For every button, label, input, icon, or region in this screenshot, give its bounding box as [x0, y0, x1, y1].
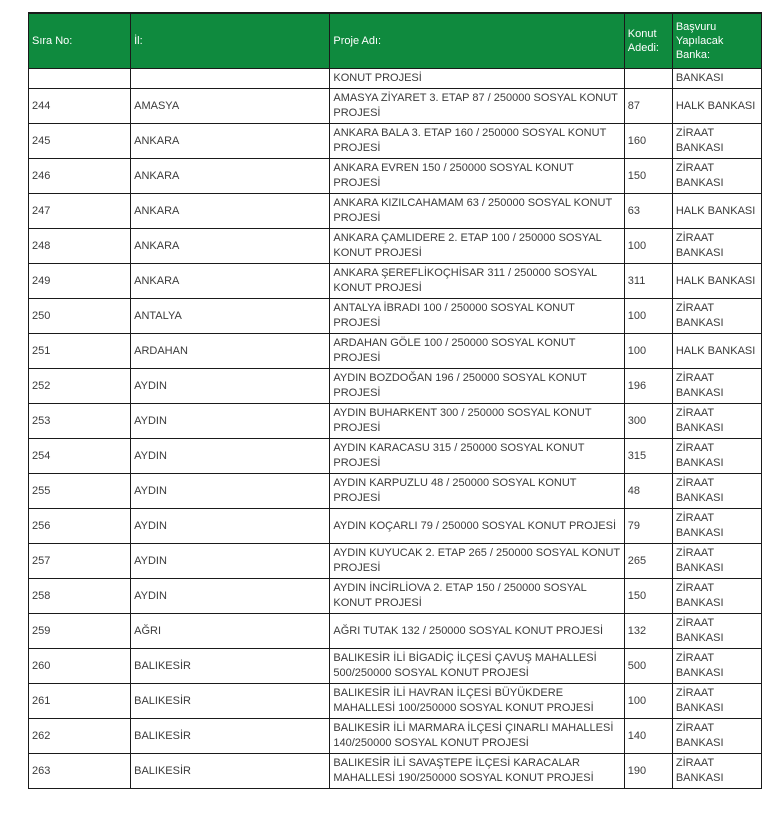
- cell-sira-no: 257: [29, 544, 131, 579]
- col-header-sira-no: Sıra No:: [29, 13, 131, 69]
- table-row: [29, 264, 762, 299]
- table-row: [29, 509, 762, 544]
- cell-il: ANKARA: [131, 124, 330, 159]
- cell-konut-adedi: 150: [624, 159, 672, 194]
- cell-banka: ZİRAAT BANKASI: [672, 614, 761, 649]
- cell-konut-adedi: 311: [624, 264, 672, 299]
- cell-konut-adedi: 300: [624, 404, 672, 439]
- cell-banka: ZİRAAT BANKASI: [672, 474, 761, 509]
- cell-banka: HALK BANKASI: [672, 89, 761, 124]
- cell-konut-adedi: 79: [624, 509, 672, 544]
- table-row: [29, 614, 762, 649]
- cell-konut-adedi: 500: [624, 649, 672, 684]
- table-row: [29, 299, 762, 334]
- cell-konut-adedi: 100: [624, 299, 672, 334]
- cell-sira-no: 259: [29, 614, 131, 649]
- cell-banka: ZİRAAT BANKASI: [672, 229, 761, 264]
- table-row: [29, 684, 762, 719]
- cell-il: ANKARA: [131, 229, 330, 264]
- cell-proje-adi: AYDIN KARACASU 315 / 250000 SOSYAL KONUT PROJESİ: [330, 439, 624, 474]
- cell-banka: ZİRAAT BANKASI: [672, 124, 761, 159]
- cell-il: BALIKESİR: [131, 754, 330, 789]
- cell-konut-adedi: 265: [624, 544, 672, 579]
- cell-konut-adedi: 196: [624, 369, 672, 404]
- header-row: [29, 13, 762, 69]
- cell-konut-adedi: 87: [624, 89, 672, 124]
- cell-proje-adi: AYDIN BUHARKENT 300 / 250000 SOSYAL KONUT PROJESİ: [330, 404, 624, 439]
- cell-banka: ZİRAAT BANKASI: [672, 439, 761, 474]
- cell-konut-adedi: 150: [624, 579, 672, 614]
- housing-projects-table-wrap: [28, 12, 762, 789]
- table-row: [29, 69, 762, 89]
- cell-banka: ZİRAAT BANKASI: [672, 684, 761, 719]
- cell-il: AYDIN: [131, 544, 330, 579]
- cell-sira-no: 245: [29, 124, 131, 159]
- cell-proje-adi: AYDIN KUYUCAK 2. ETAP 265 / 250000 SOSYAL KONUT PROJESİ: [330, 544, 624, 579]
- cell-proje-adi: ANKARA BALA 3. ETAP 160 / 250000 SOSYAL KONUT PROJESİ: [330, 124, 624, 159]
- cell-il: AYDIN: [131, 474, 330, 509]
- cell-il: AYDIN: [131, 579, 330, 614]
- cell-il: [131, 69, 330, 89]
- table-header: [29, 13, 762, 69]
- cell-sira-no: 258: [29, 579, 131, 614]
- cell-konut-adedi: 190: [624, 754, 672, 789]
- table-row: [29, 334, 762, 369]
- cell-proje-adi: KONUT PROJESİ: [330, 69, 624, 89]
- cell-banka: ZİRAAT BANKASI: [672, 404, 761, 439]
- cell-il: BALIKESİR: [131, 649, 330, 684]
- cell-sira-no: 246: [29, 159, 131, 194]
- cell-sira-no: 262: [29, 719, 131, 754]
- cell-il: ANKARA: [131, 159, 330, 194]
- table-row: [29, 229, 762, 264]
- cell-proje-adi: AĞRI TUTAK 132 / 250000 SOSYAL KONUT PROJESİ: [330, 614, 624, 649]
- cell-konut-adedi: 48: [624, 474, 672, 509]
- table-row: [29, 649, 762, 684]
- col-header-proje-adi: Proje Adı:: [330, 13, 624, 69]
- cell-proje-adi: BALIKESİR İLİ HAVRAN İLÇESİ BÜYÜKDERE MAHALLESİ 100/250000 SOSYAL KONUT PROJESİ: [330, 684, 624, 719]
- cell-konut-adedi: 160: [624, 124, 672, 159]
- cell-proje-adi: BALIKESİR İLİ MARMARA İLÇESİ ÇINARLI MAHALLESİ 140/250000 SOSYAL KONUT PROJESİ: [330, 719, 624, 754]
- cell-konut-adedi: 140: [624, 719, 672, 754]
- cell-banka: ZİRAAT BANKASI: [672, 544, 761, 579]
- table-row: [29, 579, 762, 614]
- cell-proje-adi: AMASYA ZİYARET 3. ETAP 87 / 250000 SOSYAL KONUT PROJESİ: [330, 89, 624, 124]
- table-row: [29, 159, 762, 194]
- cell-il: BALIKESİR: [131, 684, 330, 719]
- table-row: [29, 754, 762, 789]
- housing-projects-table: [28, 12, 762, 789]
- cell-sira-no: 247: [29, 194, 131, 229]
- cell-banka: ZİRAAT BANKASI: [672, 299, 761, 334]
- cell-proje-adi: AYDIN BOZDOĞAN 196 / 250000 SOSYAL KONUT PROJESİ: [330, 369, 624, 404]
- cell-banka: ZİRAAT BANKASI: [672, 579, 761, 614]
- cell-proje-adi: BALIKESİR İLİ BİGADİÇ İLÇESİ ÇAVUŞ MAHALLESİ 500/250000 SOSYAL KONUT PROJESİ: [330, 649, 624, 684]
- cell-konut-adedi: 100: [624, 684, 672, 719]
- cell-konut-adedi: 132: [624, 614, 672, 649]
- table-body: [29, 69, 762, 789]
- cell-banka: HALK BANKASI: [672, 334, 761, 369]
- cell-il: AYDIN: [131, 404, 330, 439]
- cell-sira-no: 256: [29, 509, 131, 544]
- cell-sira-no: 250: [29, 299, 131, 334]
- cell-banka: HALK BANKASI: [672, 194, 761, 229]
- table-row: [29, 369, 762, 404]
- cell-sira-no: 260: [29, 649, 131, 684]
- cell-il: AMASYA: [131, 89, 330, 124]
- cell-konut-adedi: 315: [624, 439, 672, 474]
- table-row: [29, 719, 762, 754]
- cell-il: AYDIN: [131, 509, 330, 544]
- cell-sira-no: 261: [29, 684, 131, 719]
- cell-sira-no: 255: [29, 474, 131, 509]
- cell-proje-adi: BALIKESİR İLİ SAVAŞTEPE İLÇESİ KARACALAR MAHALLESİ 190/250000 SOSYAL KONUT PROJESİ: [330, 754, 624, 789]
- cell-konut-adedi: 100: [624, 334, 672, 369]
- cell-il: ANTALYA: [131, 299, 330, 334]
- cell-sira-no: 244: [29, 89, 131, 124]
- cell-il: AYDIN: [131, 369, 330, 404]
- cell-proje-adi: ANKARA ŞEREFLİKOÇHİSAR 311 / 250000 SOSYAL KONUT PROJESİ: [330, 264, 624, 299]
- cell-banka: ZİRAAT BANKASI: [672, 754, 761, 789]
- cell-proje-adi: AYDIN KARPUZLU 48 / 250000 SOSYAL KONUT PROJESİ: [330, 474, 624, 509]
- cell-banka: ZİRAAT BANKASI: [672, 649, 761, 684]
- cell-proje-adi: AYDIN KOÇARLI 79 / 250000 SOSYAL KONUT PROJESİ: [330, 509, 624, 544]
- cell-banka: ZİRAAT BANKASI: [672, 159, 761, 194]
- table-row: [29, 89, 762, 124]
- cell-proje-adi: ANKARA KIZILCAHAMAM 63 / 250000 SOSYAL KONUT PROJESİ: [330, 194, 624, 229]
- col-header-il: İl:: [131, 13, 330, 69]
- col-header-konut-adedi: Konut Adedi:: [624, 13, 672, 69]
- table-row: [29, 544, 762, 579]
- cell-proje-adi: ANKARA EVREN 150 / 250000 SOSYAL KONUT PROJESİ: [330, 159, 624, 194]
- cell-konut-adedi: 100: [624, 229, 672, 264]
- cell-il: AYDIN: [131, 439, 330, 474]
- cell-sira-no: 251: [29, 334, 131, 369]
- cell-sira-no: 252: [29, 369, 131, 404]
- cell-il: ARDAHAN: [131, 334, 330, 369]
- cell-sira-no: 248: [29, 229, 131, 264]
- table-row: [29, 124, 762, 159]
- cell-sira-no: 254: [29, 439, 131, 474]
- cell-banka: ZİRAAT BANKASI: [672, 719, 761, 754]
- cell-konut-adedi: [624, 69, 672, 89]
- cell-sira-no: 253: [29, 404, 131, 439]
- cell-sira-no: 263: [29, 754, 131, 789]
- cell-banka: HALK BANKASI: [672, 264, 761, 299]
- cell-il: ANKARA: [131, 264, 330, 299]
- cell-konut-adedi: 63: [624, 194, 672, 229]
- table-row: [29, 439, 762, 474]
- table-row: [29, 404, 762, 439]
- cell-proje-adi: ANTALYA İBRADI 100 / 250000 SOSYAL KONUT PROJESİ: [330, 299, 624, 334]
- cell-il: AĞRI: [131, 614, 330, 649]
- table-row: [29, 474, 762, 509]
- cell-banka: BANKASI: [672, 69, 761, 89]
- cell-proje-adi: ANKARA ÇAMLIDERE 2. ETAP 100 / 250000 SOSYAL KONUT PROJESİ: [330, 229, 624, 264]
- table-row: [29, 194, 762, 229]
- cell-sira-no: 249: [29, 264, 131, 299]
- cell-proje-adi: AYDIN İNCİRLİOVA 2. ETAP 150 / 250000 SOSYAL KONUT PROJESİ: [330, 579, 624, 614]
- cell-proje-adi: ARDAHAN GÖLE 100 / 250000 SOSYAL KONUT PROJESİ: [330, 334, 624, 369]
- cell-banka: ZİRAAT BANKASI: [672, 509, 761, 544]
- cell-sira-no: [29, 69, 131, 89]
- col-header-banka: Başvuru Yapılacak Banka:: [672, 13, 761, 69]
- cell-il: ANKARA: [131, 194, 330, 229]
- cell-il: BALIKESİR: [131, 719, 330, 754]
- cell-banka: ZİRAAT BANKASI: [672, 369, 761, 404]
